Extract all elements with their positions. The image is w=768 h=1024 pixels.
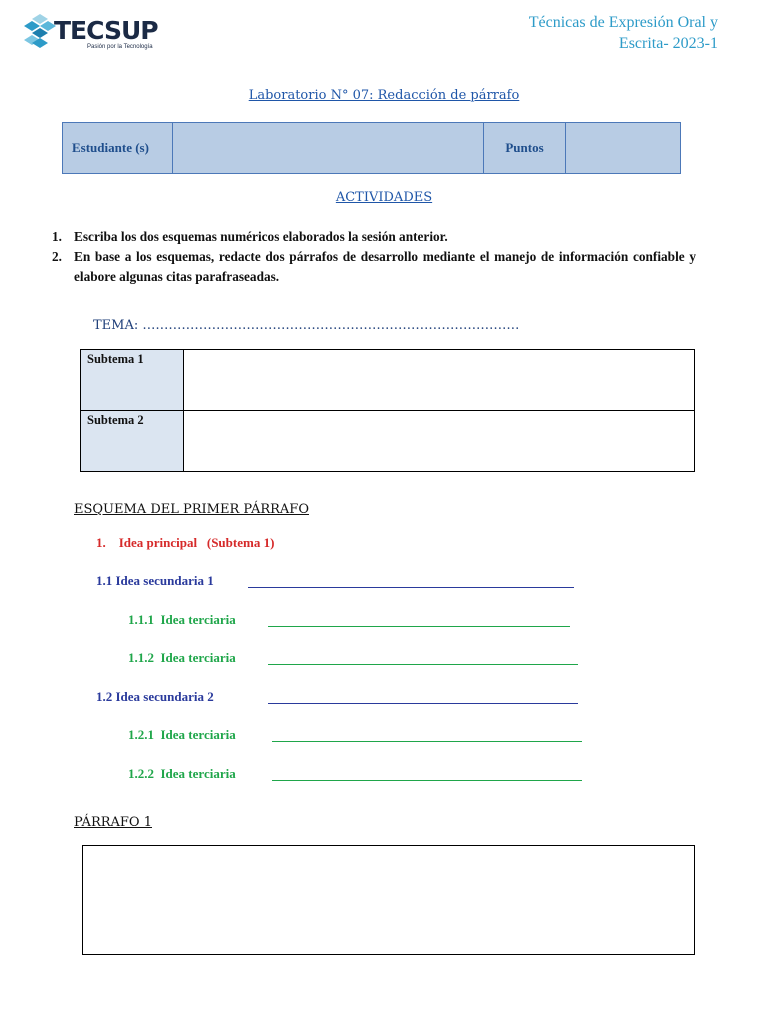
idea-principal-label: Idea principal (Subtema 1) xyxy=(118,535,275,550)
student-table xyxy=(62,122,681,174)
instruction-number: 1. xyxy=(52,229,62,244)
tecsup-logo xyxy=(24,14,158,56)
activities-title: ACTIVIDADES xyxy=(335,190,433,205)
idea-secundaria-1-line[interactable] xyxy=(248,587,574,588)
instruction-item xyxy=(52,247,696,287)
logo-mark-icon xyxy=(24,14,56,48)
logo-text: TECSUP xyxy=(54,16,158,45)
logo-tagline: Pasión por la Tecnología xyxy=(87,44,153,50)
points-label: Puntos xyxy=(484,123,566,174)
points-field[interactable] xyxy=(566,123,681,174)
lab-title: Laboratorio N° 07: Redacción de párrafo xyxy=(248,88,520,103)
subtema-table xyxy=(80,349,695,472)
idea-terciaria-111-line[interactable] xyxy=(268,626,570,627)
idea-principal-number: 1. xyxy=(96,535,106,550)
idea-terciaria-111-label: 1.1.1 Idea terciaria xyxy=(128,612,236,627)
parrafo-1-box[interactable] xyxy=(82,845,695,955)
tema-line: TEMA: …………………………………………………………………………… xyxy=(93,318,520,333)
instruction-text: En base a los esquemas, redacte dos párrafos de desarrollo mediante el manejo de información confiable y elabore algunas citas parafraseadas. xyxy=(74,249,696,284)
subtema-1-label: Subtema 1 xyxy=(81,350,184,411)
idea-terciaria-122-line[interactable] xyxy=(272,780,582,781)
idea-principal xyxy=(96,535,274,551)
idea-terciaria-122-label: 1.2.2 Idea terciaria xyxy=(128,766,236,781)
student-field[interactable] xyxy=(173,123,484,174)
idea-secundaria-2-line[interactable] xyxy=(268,703,578,704)
instruction-text: Escriba los dos esquemas numéricos elaborados la sesión anterior. xyxy=(74,229,448,244)
course-title xyxy=(529,12,718,54)
instructions-list xyxy=(52,227,696,287)
subtema-2-field[interactable] xyxy=(184,411,695,472)
instruction-number: 2. xyxy=(52,249,62,264)
subtema-2-label: Subtema 2 xyxy=(81,411,184,472)
idea-terciaria-112-label: 1.1.2 Idea terciaria xyxy=(128,650,236,665)
subtema-1-field[interactable] xyxy=(184,350,695,411)
idea-secundaria-1-label: 1.1 Idea secundaria 1 xyxy=(96,573,214,588)
course-title-line2: Escrita- 2023-1 xyxy=(618,35,718,52)
parrafo-title: PÁRRAFO 1 xyxy=(74,815,152,830)
idea-terciaria-112-line[interactable] xyxy=(268,664,578,665)
instruction-item xyxy=(52,227,696,247)
idea-terciaria-121-line[interactable] xyxy=(272,741,582,742)
idea-terciaria-121-label: 1.2.1 Idea terciaria xyxy=(128,727,236,742)
course-title-line1: Técnicas de Expresión Oral y xyxy=(528,14,718,31)
esquema-title: ESQUEMA DEL PRIMER PÁRRAFO xyxy=(74,502,309,517)
idea-secundaria-2-label: 1.2 Idea secundaria 2 xyxy=(96,689,214,704)
student-label: Estudiante (s) xyxy=(63,123,173,174)
